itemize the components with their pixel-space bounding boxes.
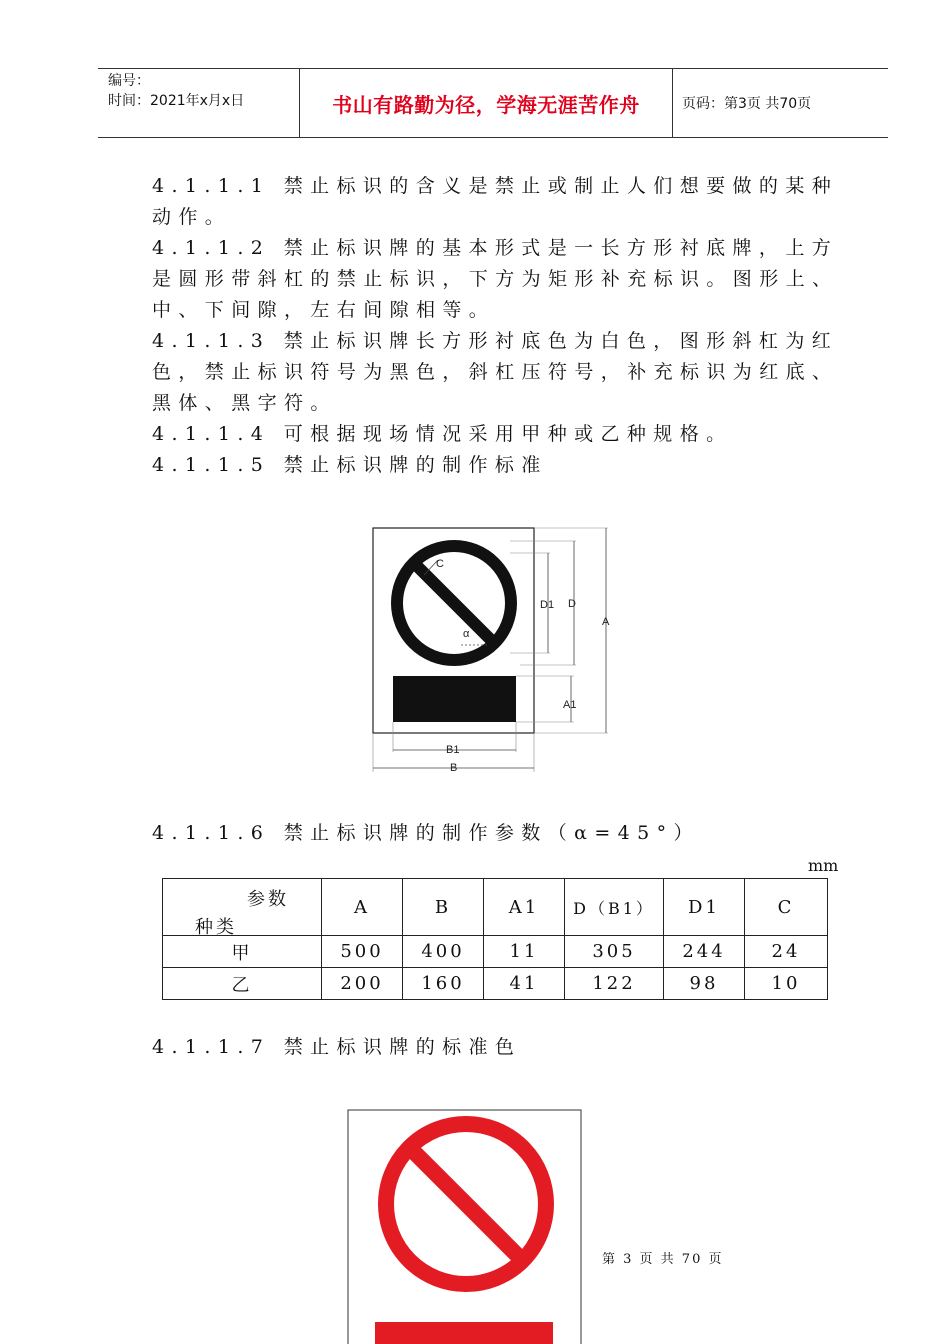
header-page-info: 页码：第3页 共70页 — [682, 96, 812, 112]
table-cell: 24 — [745, 936, 828, 968]
label-d1: D1 — [540, 599, 555, 611]
table-row-label: 甲 — [163, 936, 322, 968]
label-d: D — [568, 598, 576, 610]
table-cell: 160 — [403, 968, 484, 1000]
table-cell: 305 — [565, 936, 664, 968]
label-alpha: α — [463, 628, 470, 640]
paragraph-4-1-1-5: 4.1.1.5 禁止标识牌的制作标准 — [152, 454, 548, 476]
table-row-label: 乙 — [163, 968, 322, 1000]
table-cell: 41 — [484, 968, 565, 1000]
paragraph-4-1-1-3: 4.1.1.3 禁止标识牌长方形衬底色为白色，图形斜杠为红色，禁止标识符号为黑色，斜杠压符号，补充标识为红底、黑体、黑字符。 — [152, 330, 839, 414]
corner-top-label: 参数 — [247, 889, 289, 910]
label-b1: B1 — [446, 744, 460, 756]
page-footer: 第 3 页 共 70 页 — [602, 1252, 724, 1267]
paragraph-4-1-1-4: 4.1.1.4 可根据现场情况采用甲种或乙种规格。 — [152, 423, 733, 445]
red-supplementary-bar — [375, 1322, 553, 1344]
label-a1: A1 — [563, 699, 577, 711]
paragraph-4-1-1-1: 4.1.1.1 禁止标识的含义是禁止或制止人们想要做的某种动作。 — [152, 175, 839, 228]
corner-bottom-label: 种类 — [195, 917, 237, 938]
table-cell: 400 — [403, 936, 484, 968]
table-cell: 500 — [322, 936, 403, 968]
table-header-cell: A — [322, 879, 403, 936]
table-cell: 244 — [664, 936, 745, 968]
label-c: C — [436, 558, 444, 570]
table-cell: 10 — [745, 968, 828, 1000]
table-cell: 122 — [565, 968, 664, 1000]
header-motto: 书山有路勤为径，学海无涯苦作舟 — [332, 93, 640, 117]
table-header-cell: B — [403, 879, 484, 936]
time-label: 时间：2021年x月x日 — [108, 93, 245, 109]
table-header-cell: D1 — [664, 879, 745, 936]
paragraph-4-1-1-2: 4.1.1.2 禁止标识牌的基本形式是一长方形衬底牌，上方是圆形带斜杠的禁止标识，下方为矩形补充标识。图形上、中、下间隙，左右间隙相等。 — [152, 237, 839, 321]
table-cell: 11 — [484, 936, 565, 968]
paragraph-4-1-1-7: 4.1.1.7 禁止标识牌的标准色 — [152, 1036, 522, 1058]
code-label: 编号： — [108, 73, 150, 89]
table-header-cell: D（B1） — [565, 879, 664, 936]
label-b: B — [450, 762, 458, 774]
unit-label: mm — [808, 856, 839, 875]
label-a: A — [602, 616, 610, 628]
table-header-cell: A1 — [484, 879, 565, 936]
table-cell: 200 — [322, 968, 403, 1000]
table-cell: 98 — [664, 968, 745, 1000]
table-header-cell: C — [745, 879, 828, 936]
paragraph-4-1-1-6: 4.1.1.6 禁止标识牌的制作参数（α=45°） — [152, 822, 700, 844]
